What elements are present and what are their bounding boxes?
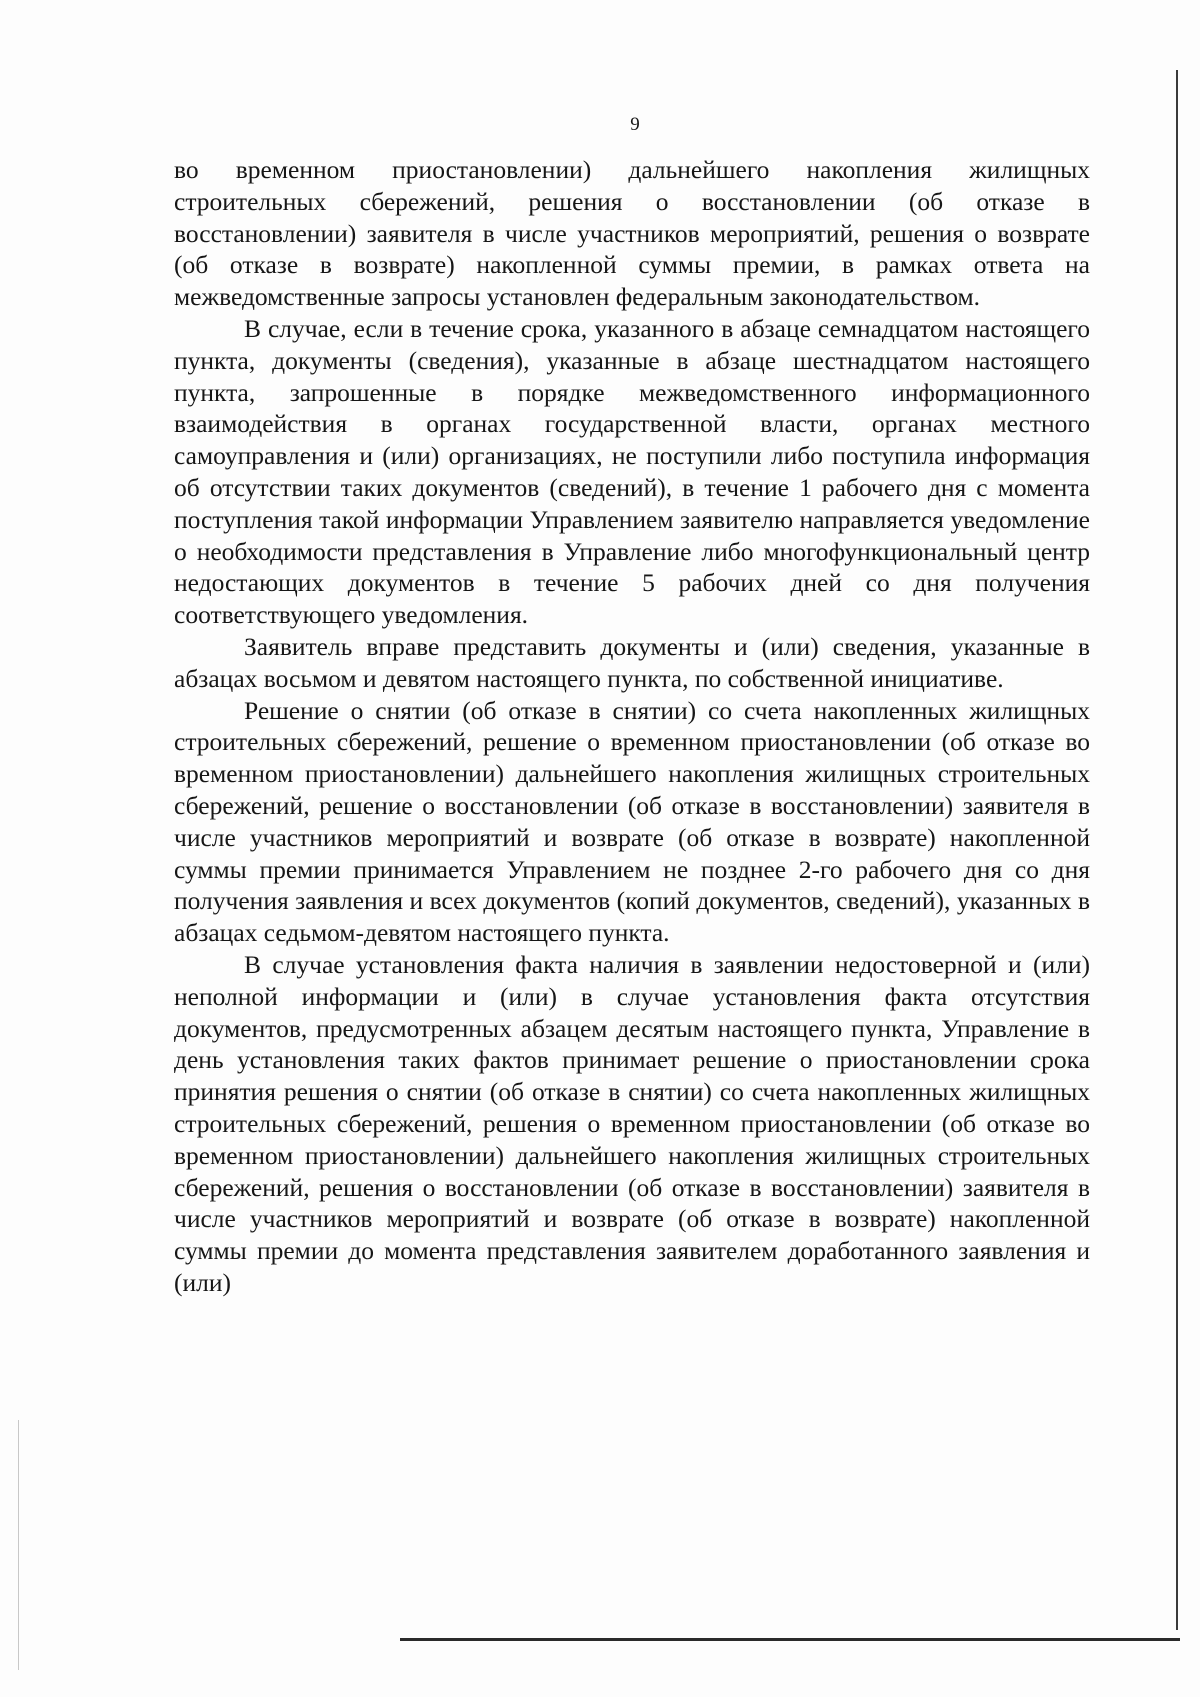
document-body [174,154,1090,1299]
scan-edge-left [18,1420,19,1670]
paragraph-missing-documents: В случае, если в течение срока, указанного в абзаце семнадцатом настоящего пункта, документы (сведения), указанные в абзаце шестнадцатом настоящего пункта, запрошенные в порядке межведомственного информационного взаимодействия в органах государственной власти, органах местного самоуправления и (или) организациях, не поступили либо поступила информация об отсутствии таких документов (сведений), в течение 1 рабочего дня с момента поступления такой информации Управлением заявителю направляется уведомление о необходимости представления в Управление либо многофункциональный центр недостающих документов в течение 5 рабочих дней со дня получения соответствующего уведомления. [174,313,1090,630]
paragraph-applicant-right: Заявитель вправе представить документы и (или) сведения, указанные в абзацах восьмом и девятом настоящего пункта, по собственной инициативе. [174,631,1090,693]
paragraph-continuation: во временном приостановлении) дальнейшего накопления жилищных строительных сбережений, решения о восстановлении (об отказе в восстановлении) заявителя в числе участников мероприятий, решения о возврате (об отказе в возврате) накопленной суммы премии, в рамках ответа на межведомственные запросы установлен федеральным законодательством. [174,155,1090,312]
scan-edge-bottom [400,1638,1180,1641]
paragraph-decision-deadline: Решение о снятии (об отказе в снятии) со счета накопленных жилищных строительных сбережений, решение о временном приостановлении (об отказе во временном приостановлении) дальнейшего накопления жилищных строительных сбережений, решение о восстановлении (об отказе в восстановлении) заявителя в числе участников мероприятий и возврате (об отказе в возврате) накопленной суммы премии принимается Управлением не позднее 2-го рабочего дня со дня получения заявления и всех документов (копий документов, сведений), указанных в абзацах седьмом-девятом настоящего пункта. [174,695,1090,948]
page-number: 9 [630,114,640,135]
paragraph-suspension: В случае установления факта наличия в заявлении недостоверной и (или) неполной информации и (или) в случае установления факта отсутствия документов, предусмотренных абзацем десятым настоящего пункта, Управление в день установления таких фактов принимает решение о приостановлении срока принятия решения о снятии (об отказе в снятии) со счета накопленных жилищных строительных сбережений, решения о временном приостановлении (об отказе во временном приостановлении) дальнейшего накопления жилищных строительных сбережений, решения о восстановлении (об отказе в восстановлении) заявителя в числе участников мероприятий и возврате (об отказе в возврате) накопленной суммы премии до момента представления заявителем доработанного заявления и (или) [174,949,1090,1297]
scan-edge-right [1176,70,1178,1630]
